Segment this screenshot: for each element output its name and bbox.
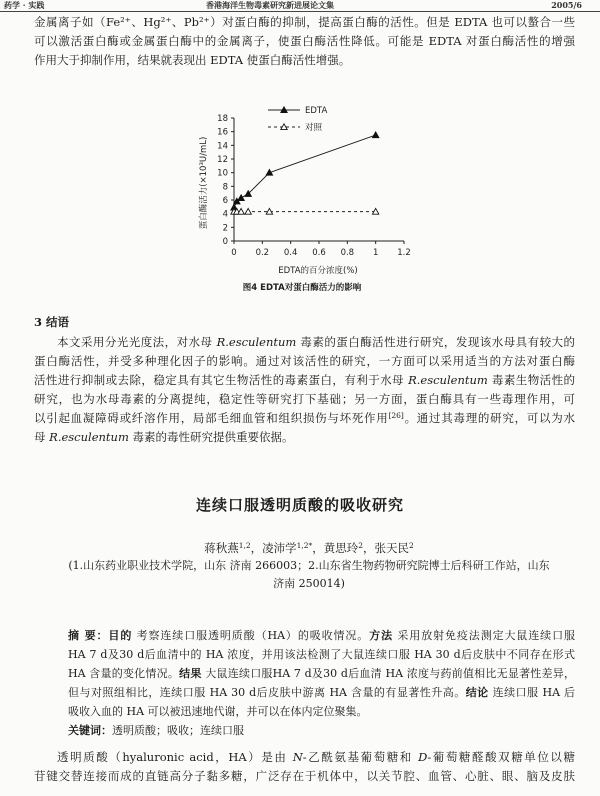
text-segment: 摘 要： [68,629,109,642]
paragraph-line [34,13,575,32]
text-segment: 活性进行抑制或去除，稳定具有其它生物活性的毒素蛋白，有利于水母 [34,373,409,387]
affiliation-line [34,557,584,575]
text-segment: 目的 [108,629,133,642]
control-data-point [245,208,251,214]
text-segment: 作用大于抑制作用，结果就表现出 EDTA 使蛋白酶活性增强。 [34,53,351,67]
intro-paragraph [34,13,575,70]
x-tick-label: 0.4 [283,248,298,258]
y-tick-label: 0 [222,237,228,247]
running-header [0,0,600,12]
text-segment: ，黄思玲 [312,541,359,555]
y-tick-label: 2 [222,223,228,234]
paragraph-line [34,390,575,409]
paragraph-line [34,51,575,70]
superscript: 2 [358,540,363,550]
text-segment: 透明质酸（hyaluronic acid，HA）是由 [57,750,293,764]
article-title: 连续口服透明质酸的吸收研究 [195,496,404,514]
abstract-line [68,664,575,683]
paragraph-line [34,333,575,352]
edta-series-line [234,135,376,207]
text-segment: -乙酰氨基葡萄糖和 [302,750,419,764]
text-segment: 以引起血凝障碍或纤溶作用，局部毛细血管和组织损伤与坏死作用 [34,411,389,425]
text-segment: 采用放射免疫法测定大鼠连续口服 [393,629,575,642]
text-segment: 毒素的蛋白酶活性进行研究，发现该水母具有较大的 [296,335,575,349]
paragraph-line [34,428,575,447]
text-segment: 结果 [179,667,202,680]
y-tick-label: 16 [217,127,228,138]
abstract-line [68,645,575,664]
journal-name: 药学 · 实践 [4,0,45,10]
author-list [34,539,584,557]
y-tick-label: 4 [222,209,228,220]
keywords-line [68,721,575,740]
text-segment: HA 含量的变化情况。 [68,667,180,680]
text-segment: 考察连续口服透明质酸（HA）的吸收情况。 [132,629,370,642]
y-tick-label: 12 [217,155,228,165]
text-segment: 金属离子如（Fe²⁺、Hg²⁺、Pb²⁺）对蛋白酶的抑制，提高蛋白酶的活性。但是 EDTA 也可以螯合一些 [34,15,575,29]
edta-activity-chart [180,95,440,300]
y-tick-label: 14 [217,141,228,152]
text-segment: ，张天民 [363,541,409,555]
text-segment: R.esculentum [408,373,488,387]
paragraph-line [34,371,575,390]
y-tick-label: 8 [222,182,228,193]
x-axis-label: EDTA的百分浓度(%) [278,266,358,276]
header-title: 香港海洋生物毒素研究新进展论文集 [206,0,334,10]
y-tick-label: 6 [222,196,228,206]
affiliation [34,557,584,593]
text-segment: 大鼠连续口服HA 7 d及30 d后血清 HA 浓度与药前值相比无显著性差异， [201,667,575,680]
legend-control-label: 对照 [305,123,323,133]
text-segment: -葡萄糖醛酸双糖单位以糖 [427,750,575,764]
superscript: [26] [388,410,404,420]
text-segment: 蒋秋燕 [204,541,239,555]
conclusion-paragraph [34,333,575,447]
affiliation-line [34,575,584,593]
text-segment: 毒素的毒性研究提供重要依据。 [128,430,294,444]
text-segment: 吸收入血的 HA 可以被迅速地代谢，并可以在体内定位聚集。 [68,705,368,718]
text-segment: D [418,750,428,764]
text-segment: 本文采用分光光度法，对水母 [57,335,217,349]
body-paragraph [34,748,575,786]
abstract-line [68,702,575,721]
superscript: 2 [409,540,414,550]
x-tick-label: 1.2 [397,248,411,258]
text-segment: N [292,750,303,764]
superscript: 1,2 [238,540,251,550]
edta-data-point [372,132,378,138]
y-axis-label: 蛋白酶活力(×10³U/mL) [199,136,209,230]
y-tick-label: 10 [217,168,228,179]
text-segment: R.esculentum [216,335,297,349]
text-segment: (1.山东药业职业技术学院，山东 济南 266003；2.山东省生物药物研究院博士后科研工作站，山东 [68,559,550,572]
text-segment: 结论 [465,686,489,699]
text-segment: 济南 250014) [273,577,345,590]
edta-data-point [238,195,244,201]
superscript: 1,2* [296,540,313,550]
paragraph-line [34,352,575,371]
text-segment: 苷键交替连接而成的直链高分子黏多糖，广泛存在于机体中，以关节腔、血管、心脏、眼、脑及皮肤 [34,769,575,783]
text-segment: 方法 [369,629,394,642]
text-segment: 可以激活蛋白酶或金属蛋白酶中的金属离子，使蛋白酶活性降低。可能是 EDTA 对蛋白酶活性的增强 [34,34,575,48]
text-segment: 蛋白酶活性，并受多种理化因子的影响。通过对该活性的研究，一方面可以采用适当的方法对蛋白酶 [34,354,575,368]
text-segment: 但与对照组相比，连续口服 HA 30 d后皮肤中游离 HA 含量的有显著性升高。 [68,686,466,699]
text-segment: 母 [34,430,50,444]
text-segment: 研究，也为水母毒素的分离提纯，稳定性等研究打下基础；另一方面，蛋白酶具有一些毒理作用，可 [34,392,575,406]
text-segment: 连续口服 HA 后 [488,686,575,699]
text-segment: 毒素生物活性的 [487,373,575,387]
x-tick-label: 0.2 [255,248,270,258]
issue-number: 2005/6 [551,0,582,10]
legend-edta-label: EDTA [305,106,328,116]
x-tick-label: 0 [231,248,237,258]
text-segment: R.esculentum [49,430,129,444]
paragraph-line [34,409,575,428]
figure-caption: 图4 EDTA对蛋白酶活力的影响 [242,283,362,293]
paragraph-line [34,32,575,51]
paragraph-line [34,748,575,767]
paragraph-line [34,767,575,786]
keywords [68,721,575,740]
abstract [68,626,575,721]
x-tick-label: 1 [372,248,379,258]
text-segment: HA 7 d及30 d后血清中的 HA 浓度，并用该法检测了大鼠连续口服 HA 30 d后皮肤中不同存在形式 [68,648,575,661]
text-segment: 透明质酸；吸收；连续口服 [112,724,244,737]
text-segment: 。通过其毒理的研究，可以为水 [403,411,575,425]
y-tick-label: 18 [217,114,228,124]
section-heading-conclusion: 3 结语 [34,315,70,329]
text-segment: 关键词： [68,724,112,737]
x-tick-label: 0.6 [312,248,326,258]
x-tick-label: 0.8 [340,248,355,258]
text-segment: ，凌沛学 [250,541,297,555]
abstract-line [68,683,575,702]
abstract-line [68,626,575,645]
authors-line [34,539,584,557]
